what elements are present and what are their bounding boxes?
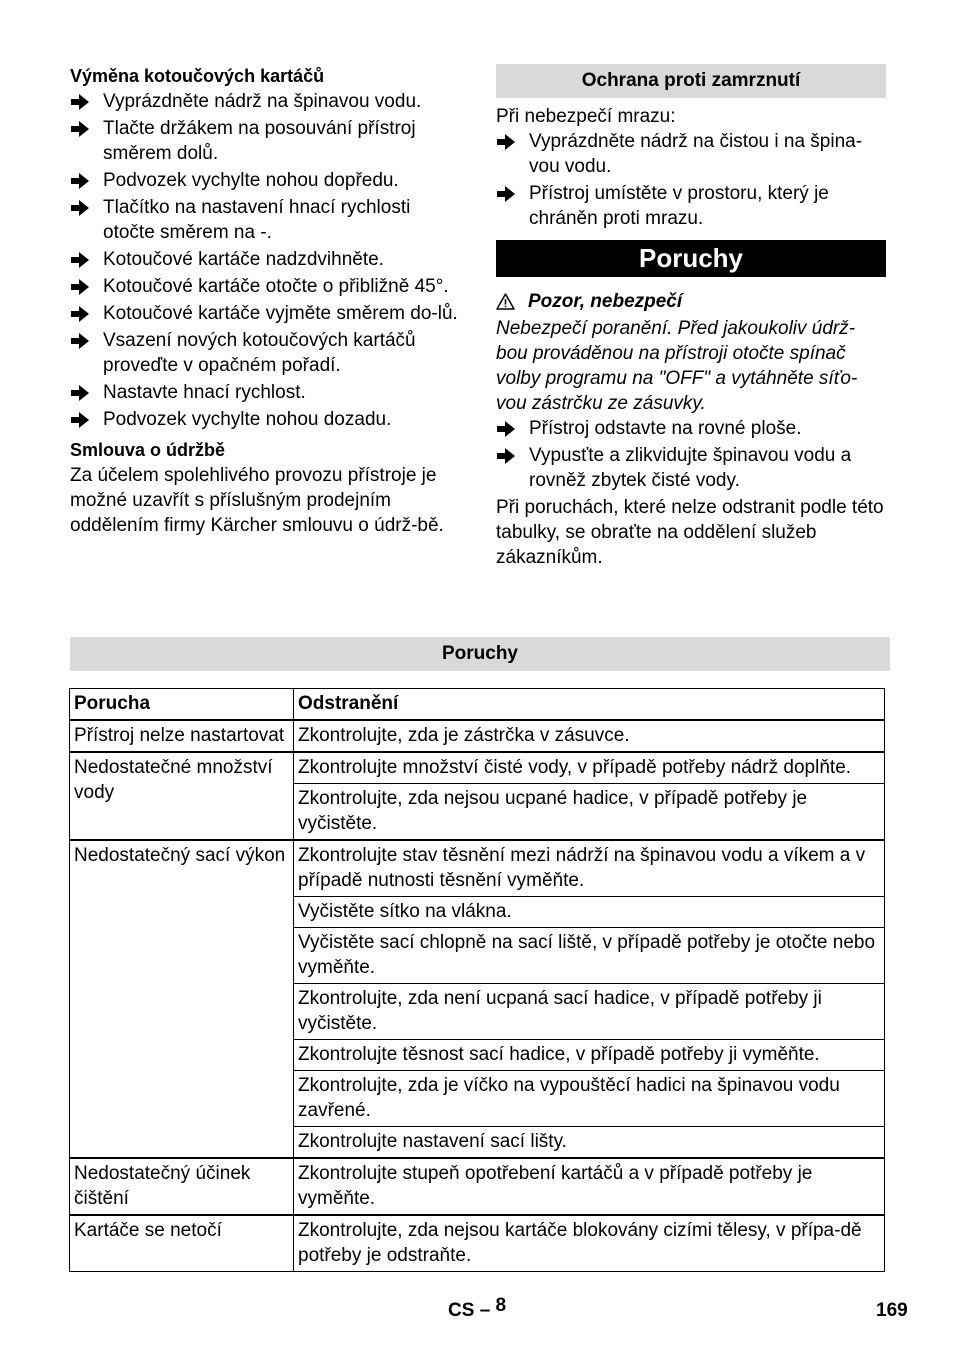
fault-cell: Nedostatečný účinek čištění bbox=[70, 1158, 294, 1215]
list-item bbox=[70, 380, 462, 405]
remedy-cell: Zkontrolujte stupeň opotřebení kartáčů a v případě potřeby je vyměňte. bbox=[294, 1158, 885, 1215]
section-title-brush-replacement: Výměna kotoučových kartáčů bbox=[70, 66, 325, 86]
arrow-right-icon bbox=[70, 407, 94, 437]
list-item bbox=[496, 129, 886, 179]
footer-language-page bbox=[448, 1295, 507, 1323]
arrow-right-icon bbox=[70, 116, 94, 146]
arrow-right-icon bbox=[70, 380, 94, 410]
fault-note: Při poruchách, které nelze odstranit podle této tabulky, se obraťte na oddělení služeb zákazníkům. bbox=[496, 497, 884, 568]
left-column bbox=[70, 64, 462, 538]
header-fault: Porucha bbox=[70, 689, 294, 721]
frost-intro: Při nebezpečí mrazu: bbox=[496, 106, 676, 127]
list-item bbox=[70, 195, 462, 245]
right-column bbox=[496, 64, 886, 570]
list-item-text: Kotoučové kartáče nadzdvihněte. bbox=[103, 249, 384, 270]
header-remedy: Odstranění bbox=[294, 689, 885, 721]
maintenance-contract-text: Za účelem spolehlivého provozu přístroje je možné uzavřít s příslušným prodejním oddělením firmy Kärcher smlouvu o údrž-bě. bbox=[70, 465, 444, 536]
list-item-text: Podvozek vychylte nohou dopředu. bbox=[103, 170, 399, 191]
list-item bbox=[70, 89, 462, 114]
list-item-text: Vyprázdněte nádrž na špinavou vodu. bbox=[103, 91, 422, 112]
table-title: Poruchy bbox=[70, 637, 890, 671]
list-item bbox=[70, 407, 462, 432]
arrow-right-icon bbox=[70, 301, 94, 331]
fault-cell: Kartáče se netočí bbox=[70, 1215, 294, 1272]
arrow-right-icon bbox=[496, 443, 520, 473]
list-item-text: Přístroj umístěte v prostoru, který je chráněn proti mrazu. bbox=[529, 183, 829, 229]
language-code: CS bbox=[448, 1300, 475, 1321]
list-item bbox=[70, 274, 462, 299]
arrow-right-icon bbox=[70, 328, 94, 358]
frost-steps bbox=[496, 129, 886, 231]
list-item-text: Nastavte hnací rychlost. bbox=[103, 382, 306, 403]
list-item bbox=[70, 168, 462, 193]
remedy-cell: Zkontrolujte množství čisté vody, v případě potřeby nádrž doplňte. bbox=[294, 752, 885, 784]
list-item-text: Kotoučové kartáče vyjměte směrem do-lů. bbox=[103, 303, 458, 324]
fault-cell: Nedostatečný sací výkon bbox=[70, 840, 294, 1158]
arrow-right-icon bbox=[70, 89, 94, 119]
table-row bbox=[70, 752, 885, 784]
remedy-cell: Zkontrolujte nastavení sací lišty. bbox=[294, 1127, 885, 1159]
arrow-right-icon bbox=[70, 168, 94, 198]
local-page-number: 8 bbox=[495, 1295, 507, 1316]
section-title-maintenance-contract: Smlouva o údržbě bbox=[70, 440, 226, 460]
list-item bbox=[496, 416, 886, 441]
remedy-cell: Zkontrolujte, zda je víčko na vypouštěcí hadici na špinavou vodu zavřené. bbox=[294, 1071, 885, 1127]
remedy-cell: Zkontrolujte těsnost sací hadice, v případě potřeby ji vyměňte. bbox=[294, 1040, 885, 1071]
remedy-cell: Zkontrolujte stav těsnění mezi nádrží na špinavou vodu a víkem a v případě nutnosti těsnění vyměňte. bbox=[294, 840, 885, 897]
frost-protection-heading: Ochrana proti zamrznutí bbox=[496, 64, 886, 98]
list-item bbox=[496, 443, 886, 493]
remedy-cell: Vyčistěte sací chlopně na sací liště, v případě potřeby je otočte nebo vyměňte. bbox=[294, 928, 885, 984]
list-item bbox=[496, 181, 886, 231]
arrow-right-icon bbox=[496, 181, 520, 211]
warning-title bbox=[496, 289, 886, 314]
table-row bbox=[70, 720, 885, 752]
list-item-text: Podvozek vychylte nohou dozadu. bbox=[103, 409, 392, 430]
arrow-right-icon bbox=[496, 416, 520, 446]
fault-cell: Přístroj nelze nastartovat bbox=[70, 720, 294, 752]
list-item-text: Vypusťte a zlikvidujte špinavou vodu a rovněž zbytek čisté vody. bbox=[529, 445, 852, 491]
table-row bbox=[70, 1215, 885, 1272]
table-row bbox=[70, 1158, 885, 1215]
table-header-row bbox=[70, 689, 885, 721]
list-item bbox=[70, 328, 462, 378]
arrow-right-icon bbox=[496, 129, 520, 159]
warning-triangle-icon bbox=[496, 293, 516, 310]
list-item-text: Přístroj odstavte na rovné ploše. bbox=[529, 418, 802, 439]
list-item-text: Tlačte držákem na posouvání přístroj směrem dolů. bbox=[103, 118, 416, 164]
remedy-cell: Zkontrolujte, zda nejsou ucpané hadice, v případě potřeby je vyčistěte. bbox=[294, 784, 885, 841]
list-item bbox=[70, 116, 462, 166]
list-item bbox=[70, 247, 462, 272]
list-item bbox=[70, 301, 462, 326]
remedy-cell: Zkontrolujte, zda nejsou kartáče blokovány cizími tělesy, v přípa-dě potřeby je odstraňte. bbox=[294, 1215, 885, 1272]
warning-title-text: Pozor, nebezpečí bbox=[528, 291, 683, 312]
fault-preparation-steps bbox=[496, 416, 886, 493]
brush-replacement-steps bbox=[70, 89, 462, 432]
list-item-text: Vyprázdněte nádrž na čistou i na špina-vou vodu. bbox=[529, 131, 863, 177]
page-number: 169 bbox=[876, 1300, 908, 1321]
arrow-right-icon bbox=[70, 195, 94, 225]
list-item-text: Kotoučové kartáče otočte o přibližně 45°. bbox=[103, 276, 449, 297]
remedy-cell: Zkontrolujte, zda není ucpaná sací hadice, v případě potřeby ji vyčistěte. bbox=[294, 984, 885, 1040]
warning-text: Nebezpečí poranění. Před jakoukoliv údrž-bou prováděnou na přístroji otočte spínač volby programu na "OFF" a vytáhněte síťo-vou zástrčku ze zásuvky. bbox=[496, 318, 858, 414]
list-item-text: Tlačítko na nastavení hnací rychlosti otočte směrem na -. bbox=[103, 197, 411, 243]
list-item-text: Vsazení nových kotoučových kartáčů proveďte v opačném pořadí. bbox=[103, 330, 416, 376]
remedy-cell: Vyčistěte sítko na vlákna. bbox=[294, 897, 885, 928]
page-separator: – bbox=[479, 1300, 491, 1321]
faults-heading: Poruchy bbox=[496, 240, 886, 277]
table-row bbox=[70, 840, 885, 897]
arrow-right-icon bbox=[70, 274, 94, 304]
fault-cell: Nedostatečné množství vody bbox=[70, 752, 294, 840]
remedy-cell: Zkontrolujte, zda je zástrčka v zásuvce. bbox=[294, 720, 885, 752]
arrow-right-icon bbox=[70, 247, 94, 277]
faults-table bbox=[69, 688, 885, 1272]
